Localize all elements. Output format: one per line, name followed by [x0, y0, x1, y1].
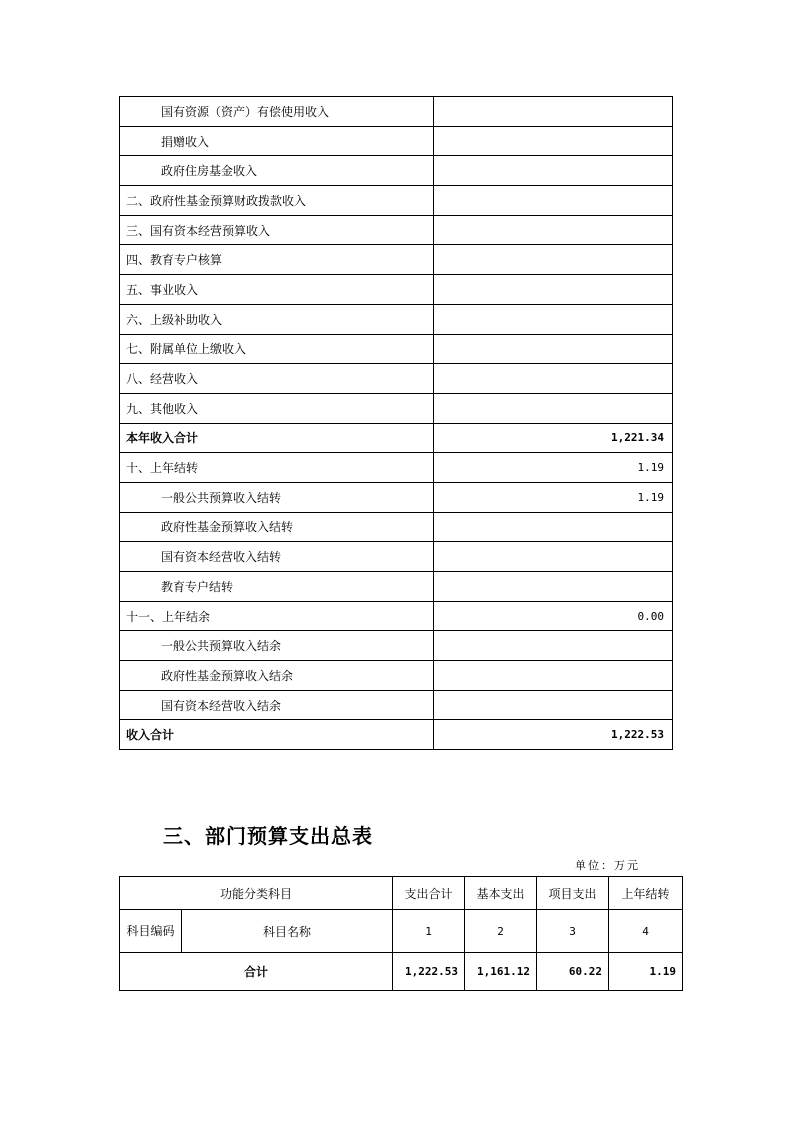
row-value: [434, 364, 673, 394]
subtotal-row: [120, 423, 673, 453]
table-row: [120, 275, 673, 305]
table-row: [120, 631, 673, 661]
row-value: [434, 542, 673, 572]
row-label: 六、上级补助收入: [120, 304, 434, 334]
row-label: 五、事业收入: [120, 275, 434, 305]
row-label: 七、附属单位上缴收入: [120, 334, 434, 364]
row-label: 政府性基金预算收入结余: [120, 661, 434, 691]
row-value: [434, 245, 673, 275]
row-value: [434, 156, 673, 186]
table-row: [120, 482, 673, 512]
row-value: [434, 690, 673, 720]
total-project: 60.22: [537, 953, 609, 991]
row-value: [434, 572, 673, 602]
subheader-row: [120, 910, 683, 953]
income-table: [119, 96, 673, 750]
row-value: [434, 661, 673, 691]
table-row: [120, 97, 673, 127]
row-label: 政府住房基金收入: [120, 156, 434, 186]
total-label: 合计: [120, 953, 393, 991]
row-value: [434, 304, 673, 334]
row-value: [434, 186, 673, 216]
name-label: 科目名称: [182, 910, 393, 953]
expense-table: [119, 876, 683, 991]
row-label: 教育专户结转: [120, 572, 434, 602]
row-value: [434, 215, 673, 245]
total-row: [120, 720, 673, 750]
header-project: 项目支出: [537, 877, 609, 910]
row-label: 十一、上年结余: [120, 601, 434, 631]
header-carryover: 上年结转: [609, 877, 683, 910]
total-carryover: 1.19: [609, 953, 683, 991]
row-value: 1,222.53: [434, 720, 673, 750]
row-label: 收入合计: [120, 720, 434, 750]
header-basic: 基本支出: [465, 877, 537, 910]
row-value: [434, 275, 673, 305]
table-row: [120, 572, 673, 602]
table-row: [120, 126, 673, 156]
row-value: 1.19: [434, 453, 673, 483]
table-row: [120, 364, 673, 394]
row-label: 捐赠收入: [120, 126, 434, 156]
row-label: 国有资源（资产）有偿使用收入: [120, 97, 434, 127]
row-label: 三、国有资本经营预算收入: [120, 215, 434, 245]
table-row: [120, 661, 673, 691]
table-row: [120, 156, 673, 186]
row-label: 国有资本经营收入结余: [120, 690, 434, 720]
total-expense: 1,222.53: [393, 953, 465, 991]
row-label: 八、经营收入: [120, 364, 434, 394]
code-label: 科目编码: [120, 910, 182, 953]
row-label: 一般公共预算收入结转: [120, 482, 434, 512]
total-row: [120, 953, 683, 991]
table-row: [120, 453, 673, 483]
row-label: 十、上年结转: [120, 453, 434, 483]
header-total: 支出合计: [393, 877, 465, 910]
table-row: [120, 512, 673, 542]
row-value: 1.19: [434, 482, 673, 512]
col-index: 1: [393, 910, 465, 953]
total-basic: 1,161.12: [465, 953, 537, 991]
header-category: 功能分类科目: [120, 877, 393, 910]
col-index: 4: [609, 910, 683, 953]
table-row: [120, 186, 673, 216]
row-value: 0.00: [434, 601, 673, 631]
row-label: 政府性基金预算收入结转: [120, 512, 434, 542]
row-value: [434, 97, 673, 127]
table-row: [120, 393, 673, 423]
row-label: 国有资本经营收入结转: [120, 542, 434, 572]
table-row: [120, 690, 673, 720]
row-value: [434, 393, 673, 423]
row-value: [434, 631, 673, 661]
row-value: [434, 334, 673, 364]
row-label: 二、政府性基金预算财政拨款收入: [120, 186, 434, 216]
row-label: 四、教育专户核算: [120, 245, 434, 275]
row-value: [434, 512, 673, 542]
section-title: 三、部门预算支出总表: [163, 824, 373, 848]
table-row: [120, 215, 673, 245]
row-value: 1,221.34: [434, 423, 673, 453]
row-label: 一般公共预算收入结余: [120, 631, 434, 661]
col-index: 3: [537, 910, 609, 953]
header-row: [120, 877, 683, 910]
table-row: [120, 245, 673, 275]
table-row: [120, 601, 673, 631]
table-row: [120, 334, 673, 364]
unit-label: 单位：万元: [575, 859, 640, 872]
row-label: 本年收入合计: [120, 423, 434, 453]
table-row: [120, 542, 673, 572]
col-index: 2: [465, 910, 537, 953]
table-row: [120, 304, 673, 334]
row-label: 九、其他收入: [120, 393, 434, 423]
row-value: [434, 126, 673, 156]
